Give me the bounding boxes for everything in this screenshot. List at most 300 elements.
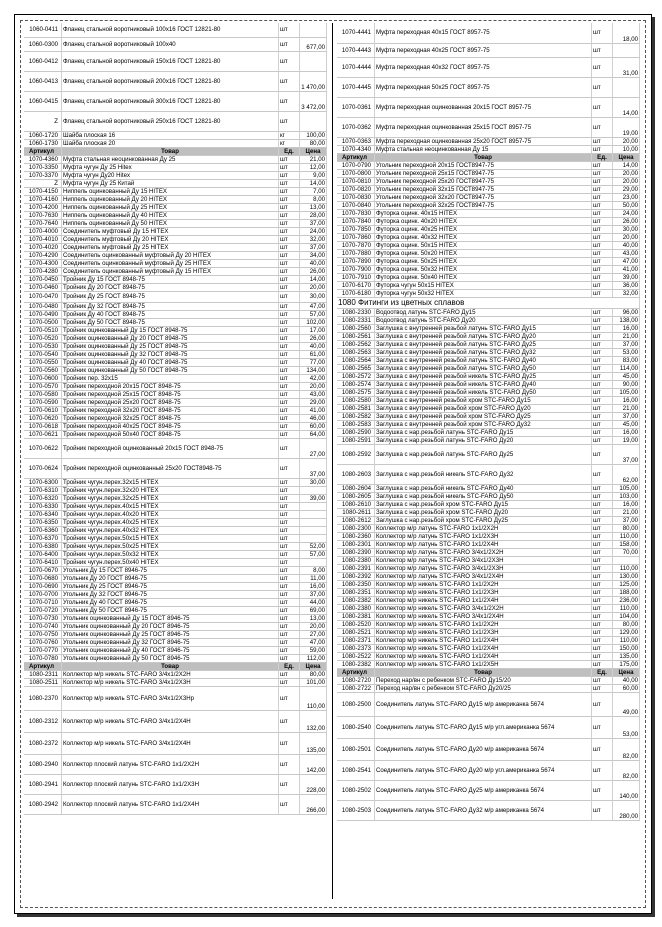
table-row [337, 185, 640, 193]
table-row [24, 203, 327, 211]
article-cell: 1070-0700 [24, 590, 62, 598]
unit-cell: шт [279, 550, 300, 558]
table-row [24, 638, 327, 646]
table-row [24, 574, 327, 582]
article-cell: 1070-0830 [337, 193, 375, 201]
article-cell: 1070-4340 [337, 145, 375, 153]
article-cell: 1080-2720 [337, 676, 375, 684]
price-cell: 16,00 [613, 324, 640, 332]
article-cell: 1070-6170 [337, 281, 375, 289]
product-cell: Футорка оцинк. 50х15 HITEX [375, 241, 592, 249]
article-cell: 1080-2382 [337, 660, 375, 668]
product-cell: Угольник переходной 25х15 ГОСТ8947-75 [375, 169, 592, 177]
price-cell: 20,00 [613, 169, 640, 177]
article-cell: 1080-2390 [337, 548, 375, 556]
unit-cell: шт [592, 684, 613, 692]
article-cell: 1080-2382 [337, 596, 375, 604]
price-header: Цена [613, 153, 640, 161]
price-cell: 47,00 [300, 638, 327, 646]
article-cell: 1070-0790 [337, 161, 375, 169]
product-cell: Муфта переходная оцинкованная 25х15 ГОСТ 8957-75 [375, 117, 592, 137]
price-cell: 29,00 [613, 185, 640, 193]
article-header: Артикул [24, 662, 62, 670]
table-row [337, 508, 640, 516]
table-row [337, 380, 640, 388]
price-cell [300, 51, 327, 71]
price-cell: 112,00 [300, 654, 327, 662]
price-cell: 80,00 [300, 670, 327, 678]
table-row [24, 774, 327, 794]
price-cell: 43,00 [300, 390, 327, 398]
unit-cell: шт [279, 227, 300, 235]
left-price-table [24, 23, 327, 814]
unit-cell: шт [279, 382, 300, 390]
price-cell: 21,00 [300, 155, 327, 163]
product-cell: Ниппель оцинкованный Ду 25 HITEX [62, 203, 279, 211]
article-cell: Z [24, 111, 62, 131]
product-cell: Заглушка с нар.резьбой никель STC-FARO Ду40 [375, 484, 592, 492]
unit-cell: шт [279, 654, 300, 662]
price-cell: 110,00 [613, 564, 640, 572]
price-cell: 57,00 [300, 310, 327, 318]
article-cell: 1070-0590 [24, 398, 62, 406]
unit-cell: шт [279, 510, 300, 518]
table-row [24, 267, 327, 275]
product-cell: Угольник Ду 40 ГОСТ 8946-75 [62, 598, 279, 606]
article-cell: 1070-6400 [24, 550, 62, 558]
article-cell: 1070-4000 [24, 227, 62, 235]
table-row [24, 430, 327, 438]
table-row [24, 251, 327, 259]
price-cell: 40,00 [300, 342, 327, 350]
price-cell: 20,00 [300, 382, 327, 390]
unit-cell: шт [279, 614, 300, 622]
price-cell: 23,00 [613, 193, 640, 201]
article-cell: 1070-0620 [24, 414, 62, 422]
unit-cell: шт [592, 620, 613, 628]
product-cell: Соединитель оцинкованный муфтовый Ду 15 HITEX [62, 267, 279, 275]
table-row [24, 406, 327, 414]
article-cell: 1080-2560 [337, 324, 375, 332]
unit-cell: шт [279, 414, 300, 422]
unit-cell: шт [592, 372, 613, 380]
article-cell: 1070-0520 [24, 334, 62, 342]
table-row [24, 111, 327, 131]
price-cell: 134,00 [300, 366, 327, 374]
table-row [337, 652, 640, 660]
unit-cell: шт [279, 358, 300, 366]
unit-cell: шт [279, 211, 300, 219]
product-cell: Коллектор м/р никель STC-FARO 3/4х1/2Х4Н [62, 710, 279, 732]
article-cell: 1080-2572 [337, 372, 375, 380]
price-cell: 16,00 [300, 582, 327, 590]
product-cell: Заглушка с нар.резьбой никель STC-FARO Ду32 [375, 464, 592, 484]
table-row [24, 630, 327, 638]
article-cell: 1070-7910 [337, 273, 375, 281]
table-row [337, 636, 640, 644]
price-cell [300, 502, 327, 510]
table-row [337, 348, 640, 356]
unit-cell: шт [592, 324, 613, 332]
price-cell: 24,00 [300, 227, 327, 235]
price-cell: 21,00 [613, 404, 640, 412]
product-cell: Тройник переходной оцинкованный 20х15 ГОСТ 8948-75 [62, 438, 279, 458]
price-cell: 80,00 [613, 620, 640, 628]
product-cell: Коллектор м/р никель STC-FARO 1х1/2Х2Н [375, 580, 592, 588]
table-row [337, 273, 640, 281]
table-row [24, 732, 327, 754]
price-cell: 64,00 [300, 430, 327, 438]
article-cell: 1080-2373 [337, 644, 375, 652]
product-cell: Муфта чугун Ду 25 Китай [62, 179, 279, 187]
unit-cell: шт [279, 518, 300, 526]
article-cell: 1080-2564 [337, 356, 375, 364]
product-cell: Заглушка с внутренней резьбой латунь STC-FARO Ду20 [375, 332, 592, 340]
table-row [24, 422, 327, 430]
section-header [337, 297, 640, 308]
unit-cell: шт [279, 219, 300, 227]
unit-cell: шт [279, 155, 300, 163]
table-row [24, 318, 327, 326]
article-cell: 1070-0730 [24, 614, 62, 622]
price-cell: 140,00 [613, 780, 640, 800]
article-cell: 1060-1730 [24, 139, 62, 147]
article-cell: 1070-4200 [24, 203, 62, 211]
price-cell: 62,00 [613, 464, 640, 484]
product-cell: Заглушка с внутренней резьбой латунь STC-FARO Ду32 [375, 348, 592, 356]
article-cell: 1070-0680 [24, 574, 62, 582]
table-row [337, 201, 640, 209]
article-cell: 1070-4443 [337, 43, 375, 57]
product-cell: Тройник чугун.перех.50х15 HITEX [62, 534, 279, 542]
price-cell: 40,00 [613, 676, 640, 684]
product-cell: Шайба плоская 16 [62, 131, 279, 139]
table-row [24, 227, 327, 235]
table-row [24, 566, 327, 574]
unit-header: Ед. [592, 153, 613, 161]
table-row [337, 356, 640, 364]
price-cell: 132,00 [300, 710, 327, 732]
unit-cell: шт [279, 318, 300, 326]
article-cell: 1080-2520 [337, 620, 375, 628]
price-cell: 83,00 [613, 356, 640, 364]
product-cell: Коллектор м/р никель STC-FARO 1х1/2Х3Н [375, 628, 592, 636]
product-cell: Угольник Ду 20 ГОСТ 8946-75 [62, 574, 279, 582]
product-cell: Угольник оцинкованный Ду 50 ГОСТ 8946-75 [62, 654, 279, 662]
product-cell: Тройник чугун.перех.32х25 HITEX [62, 494, 279, 502]
table-row [24, 614, 327, 622]
product-cell: Тройник чугун.перех.40х32 HITEX [62, 526, 279, 534]
price-cell: 90,00 [613, 380, 640, 388]
product-cell: Угольник оцинкованный Ду 15 ГОСТ 8946-75 [62, 614, 279, 622]
article-cell: 1070-0600 [24, 374, 62, 382]
table-row [337, 444, 640, 464]
table-row [337, 556, 640, 564]
table-row [337, 249, 640, 257]
product-cell: Заглушка с нар.резьбой латунь STC-FARO Ду25 [375, 444, 592, 464]
table-row [24, 350, 327, 358]
product-cell: Тройник чугун.перех.50х32 HITEX [62, 550, 279, 558]
price-cell: 30,00 [300, 291, 327, 302]
unit-cell: шт [592, 636, 613, 644]
product-cell: Коллектор м/р латунь STC-FARO 1х1/2Х2Н [375, 524, 592, 532]
price-cell [613, 77, 640, 97]
table-row [337, 644, 640, 652]
table-row [24, 654, 327, 662]
unit-cell: шт [592, 308, 613, 316]
price-cell: 37,00 [300, 590, 327, 598]
product-cell: Водоотвод латунь STC-FARO Ду15 [375, 308, 592, 316]
unit-cell: шт [592, 464, 613, 484]
table-row [24, 155, 327, 163]
article-cell: 1070-0720 [24, 606, 62, 614]
price-cell: 21,00 [613, 508, 640, 516]
price-cell: 16,00 [613, 500, 640, 508]
product-cell: Коллектор м/р латунь STC-FARO 1х1/2Х3Н [375, 532, 592, 540]
product-cell: Муфта переходная 40х32 ГОСТ 8957-75 [375, 57, 592, 77]
table-row [337, 257, 640, 265]
price-cell: 101,00 [300, 678, 327, 686]
article-cell: 1070-0810 [337, 177, 375, 185]
article-cell: 1070-0710 [24, 598, 62, 606]
article-cell: 1080-2521 [337, 628, 375, 636]
table-row [24, 235, 327, 243]
article-header: Артикул [337, 153, 375, 161]
price-cell: 8,00 [300, 195, 327, 203]
product-cell: Фланец стальной воротниковый 200х16 ГОСТ 12821-80 [62, 71, 279, 91]
unit-cell: шт [592, 580, 613, 588]
unit-cell: шт [592, 596, 613, 604]
unit-cell: шт [592, 23, 613, 43]
article-cell: 1070-0610 [24, 406, 62, 414]
table-row [24, 131, 327, 139]
article-cell: 1060-0411 [24, 23, 62, 37]
unit-cell: шт [279, 774, 300, 794]
article-cell: 1070-0362 [337, 117, 375, 137]
unit-cell: шт [592, 644, 613, 652]
product-cell: Тройник оцинкованный Ду 32 ГОСТ 8948-75 [62, 350, 279, 358]
article-cell: 1070-0621 [24, 430, 62, 438]
product-cell: Тройник Ду 32 ГОСТ 8948-75 [62, 302, 279, 310]
article-cell: 1070-0560 [24, 366, 62, 374]
product-cell: Коллектор плоский латунь STC-FARO 1х1/2Х4Н [62, 794, 279, 814]
unit-cell: шт [279, 163, 300, 171]
article-cell: 1070-0530 [24, 342, 62, 350]
article-cell: 1070-4150 [24, 187, 62, 195]
product-cell: Тройник чугун.перех.40х20 HITEX [62, 510, 279, 518]
table-row [337, 316, 640, 324]
product-cell: Футорка чугун 50х15 HITEX [375, 281, 592, 289]
price-cell [300, 486, 327, 494]
article-cell: 1070-0820 [337, 185, 375, 193]
table-row [337, 492, 640, 500]
unit-cell: шт [592, 660, 613, 668]
price-cell: 27,00 [300, 438, 327, 458]
product-cell: Тройник переходной 32х25 ГОСТ 8948-75 [62, 414, 279, 422]
article-cell: 1080-2940 [24, 754, 62, 774]
table-row [24, 179, 327, 187]
article-cell: 1080-2370 [24, 686, 62, 710]
article-cell: 1070-0480 [24, 302, 62, 310]
unit-cell: шт [279, 37, 300, 51]
table-row [24, 342, 327, 350]
table-row [24, 542, 327, 550]
article-cell: 1070-7890 [337, 257, 375, 265]
article-cell: 1080-2300 [337, 524, 375, 532]
price-cell [300, 510, 327, 518]
unit-cell: шт [279, 326, 300, 334]
unit-cell: шт [592, 257, 613, 265]
unit-cell: шт [279, 534, 300, 542]
price-cell: 31,00 [613, 57, 640, 77]
product-cell: Тройник оцинкованный Ду 50 ГОСТ 8948-75 [62, 366, 279, 374]
article-cell: 1070-0363 [337, 137, 375, 145]
price-cell: 20,00 [613, 177, 640, 185]
unit-cell: шт [592, 564, 613, 572]
price-cell: 44,00 [300, 598, 327, 606]
article-cell: 1080-2312 [24, 710, 62, 732]
product-cell: Угольник оцинкованный Ду 40 ГОСТ 8946-75 [62, 646, 279, 654]
article-cell: 1080-2500 [337, 692, 375, 716]
unit-cell: шт [592, 161, 613, 169]
unit-cell: шт [592, 57, 613, 77]
product-cell: Коллектор м/р никель STC-FARO 1х1/2Х4Н [375, 652, 592, 660]
article-cell: 1080-2611 [337, 508, 375, 516]
product-cell: Заглушка с внутренней резьбой никель STC-FARO Ду40 [375, 380, 592, 388]
product-cell: Угольник Ду 25 ГОСТ 8946-75 [62, 582, 279, 590]
unit-cell: шт [279, 732, 300, 754]
price-cell: 142,00 [300, 754, 327, 774]
product-cell: Соединитель латунь STC-FARO Ду15 м/р угл.американка 5674 [375, 716, 592, 738]
unit-cell: шт [592, 572, 613, 580]
table-row [337, 404, 640, 412]
price-cell: 16,00 [613, 396, 640, 404]
unit-cell: шт [592, 396, 613, 404]
unit-cell: шт [592, 500, 613, 508]
article-cell: 1080-2562 [337, 340, 375, 348]
unit-cell: шт [279, 438, 300, 458]
price-cell: 60,00 [613, 684, 640, 692]
table-row [337, 289, 640, 297]
product-cell: Заглушка с внутренней резьбой хром STC-FARO Ду25 [375, 412, 592, 420]
product-cell: Тройник Ду 40 ГОСТ 8948-75 [62, 310, 279, 318]
unit-cell: шт [592, 289, 613, 297]
table-row [337, 177, 640, 185]
article-cell: 1080-2331 [337, 316, 375, 324]
article-cell: 1080-2351 [337, 588, 375, 596]
unit-cell: шт [279, 203, 300, 211]
article-cell: 1080-2592 [337, 444, 375, 464]
table-row [337, 572, 640, 580]
product-cell: Коллектор м/р никель STC-FARO 1х1/2Х5Н [375, 660, 592, 668]
table-row [337, 564, 640, 572]
product-cell: Тройник Ду 25 ГОСТ 8948-75 [62, 291, 279, 302]
table-row [24, 382, 327, 390]
unit-cell: шт [279, 51, 300, 71]
article-cell: 1080-2612 [337, 516, 375, 524]
article-cell: 1080-2941 [24, 774, 62, 794]
price-cell: 104,00 [613, 612, 640, 620]
unit-cell: шт [592, 209, 613, 217]
table-row [24, 358, 327, 366]
product-cell: Угольник Ду 32 ГОСТ 8946-75 [62, 590, 279, 598]
table-row [24, 163, 327, 171]
product-cell: Угольник переходной 20х15 ГОСТ8947-75 [375, 161, 592, 169]
article-cell: 1070-4445 [337, 77, 375, 97]
article-cell: 1080-2330 [337, 308, 375, 316]
article-cell: 1080-2502 [337, 780, 375, 800]
product-cell: Соединитель латунь STC-FARO Ду32 м/р американка 5674 [375, 800, 592, 820]
price-cell: 26,00 [300, 267, 327, 275]
product-cell: Тройник Ду 50 ГОСТ 8948-75 [62, 318, 279, 326]
article-cell: 1080-2561 [337, 332, 375, 340]
unit-cell: шт [279, 111, 300, 131]
table-row [337, 209, 640, 217]
article-cell: 1080-2565 [337, 364, 375, 372]
table-row [337, 760, 640, 780]
table-row [337, 420, 640, 428]
product-cell: Соединитель латунь STC-FARO Ду20 м/р угл.американка 5674 [375, 760, 592, 780]
product-cell: Коллектор м/р латунь STC-FARO 3/4х1/2Х3Н [375, 556, 592, 564]
product-cell: Футорка оцинк. 50х32 HITEX [375, 265, 592, 273]
table-row [24, 326, 327, 334]
price-cell: 21,00 [613, 332, 640, 340]
product-cell: Ниппель оцинкованный Ду 40 HITEX [62, 211, 279, 219]
article-cell: 1080-2582 [337, 412, 375, 420]
unit-cell: шт [592, 652, 613, 660]
price-cell: 158,00 [613, 540, 640, 548]
price-cell: 60,00 [300, 422, 327, 430]
product-cell: Тройник переходной 20х15 ГОСТ 8948-75 [62, 382, 279, 390]
product-cell: Муфта чугун Ду 25 Hitex [62, 163, 279, 171]
unit-cell: кг [279, 139, 300, 147]
product-cell: Коллектор м/р никель STC-FARO 1х1/2Х2Н [375, 620, 592, 628]
unit-cell: шт [592, 340, 613, 348]
product-cell: Заглушка с внутренней резьбой латунь STC-FARO Ду40 [375, 356, 592, 364]
product-cell: Заглушка с нар.резьбой хром STC-FARO Ду25 [375, 516, 592, 524]
price-cell: 19,00 [613, 117, 640, 137]
table-row [337, 684, 640, 692]
price-cell [613, 556, 640, 564]
article-cell: 1070-0618 [24, 422, 62, 430]
product-cell: Коллектор м/р никель STC-FARO 1х1/2Х3Н [375, 588, 592, 596]
price-cell: 80,00 [613, 524, 640, 532]
table-row [337, 225, 640, 233]
table-row [24, 646, 327, 654]
table-row [24, 291, 327, 302]
table-row [337, 324, 640, 332]
article-cell: 1080-2540 [337, 716, 375, 738]
article-cell: 1070-6320 [24, 494, 62, 502]
table-row [24, 302, 327, 310]
unit-cell: шт [592, 628, 613, 636]
price-cell: 82,00 [613, 738, 640, 760]
unit-cell: шт [279, 606, 300, 614]
price-cell: 27,00 [300, 630, 327, 638]
unit-cell: шт [279, 243, 300, 251]
table-row [337, 281, 640, 289]
left-column [24, 23, 327, 815]
product-cell: Муфта переходная 50х25 ГОСТ 8957-75 [375, 77, 592, 97]
price-cell: 110,00 [613, 636, 640, 644]
product-cell: Угольник переходной 32х20 ГОСТ8947-75 [375, 193, 592, 201]
table-row [24, 243, 327, 251]
product-cell: Фланец стальной воротниковый 100х16 ГОСТ 12821-80 [62, 23, 279, 37]
article-cell: 1080-2604 [337, 484, 375, 492]
product-header: Товар [375, 668, 592, 676]
price-cell: 37,00 [613, 340, 640, 348]
price-cell: 16,00 [613, 428, 640, 436]
